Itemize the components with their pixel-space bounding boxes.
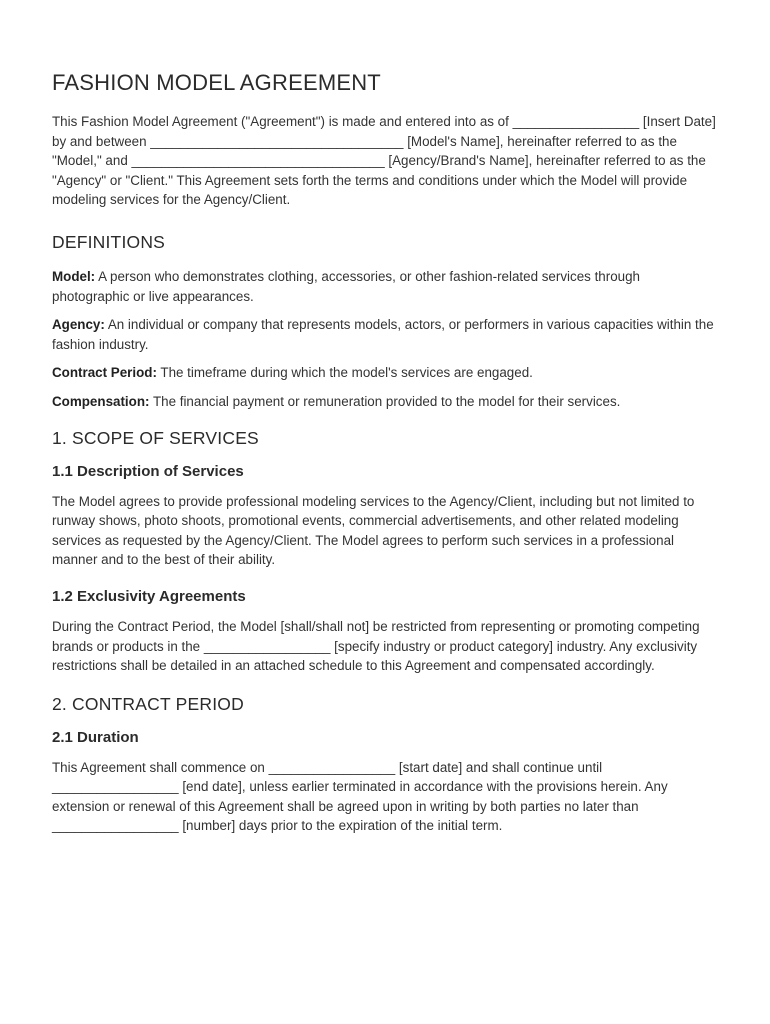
exclusivity-agreements-heading: 1.2 Exclusivity Agreements xyxy=(52,587,246,605)
contract-period-heading: 2. CONTRACT PERIOD xyxy=(52,693,244,714)
description-of-services-text: The Model agrees to provide professional modeling services to the Agency/Client, including but not limited to runway shows, photo shoots, promotional events, commercial advertisements, and other related modeling services as requested by the Agency/Client. The Model agrees to perform such services in a professional manner and to the best of their ability. xyxy=(52,493,695,568)
definition-text: A person who demonstrates clothing, accessories, or other fashion-related services through photographic or live appearances. xyxy=(52,268,640,304)
definition-agency xyxy=(52,315,718,354)
definitions-heading: DEFINITIONS xyxy=(52,231,166,252)
definition-text: The timeframe during which the model's services are engaged. xyxy=(156,365,533,381)
document-title: FASHION MODEL AGREEMENT xyxy=(52,70,381,95)
intro-paragraph: This Fashion Model Agreement ("Agreement") is made and entered into as of _________________ [Insert Date] by and between __________________________________ [Model's Name], hereinafter referred to as the "Model," and __________________________________ [Agency/Brand's Name], hereinafter referred to as the "Agency" or "Client." This Agreement sets forth the terms and conditions under which the Model will provide modeling services for the Agency/Client. xyxy=(52,114,716,208)
definition-contract-period xyxy=(52,363,718,383)
duration-heading: 2.1 Duration xyxy=(52,728,139,746)
scope-of-services-heading: 1. SCOPE OF SERVICES xyxy=(52,427,259,448)
definition-text: The financial payment or remuneration provided to the model for their services. xyxy=(149,393,621,409)
duration-text: This Agreement shall commence on _________________ [start date] and shall continue until _________________ [end date], unless earlier terminated in accordance with the provisions herein. Any extension or renewal of this Agreement shall be agreed upon in writing by both parties no later than _________________ [number] days prior to the expiration of the initial term. xyxy=(52,759,668,834)
definition-term: Agency: xyxy=(52,317,105,333)
definition-term: Compensation: xyxy=(52,393,150,409)
definition-model xyxy=(52,267,718,306)
definition-term: Model: xyxy=(52,268,96,284)
definition-compensation xyxy=(52,392,718,412)
definition-term: Contract Period: xyxy=(52,365,157,381)
exclusivity-agreements-text: During the Contract Period, the Model [shall/shall not] be restricted from representing or promoting competing brands or products in the _________________ [specify industry or product category] industry. Any exclusivity restrictions shall be detailed in an attached schedule to this Agreement and compensated accordingly. xyxy=(52,618,700,674)
description-of-services-heading: 1.1 Description of Services xyxy=(52,462,244,480)
definition-text: An individual or company that represents models, actors, or performers in various capacities within the fashion industry. xyxy=(52,317,714,352)
